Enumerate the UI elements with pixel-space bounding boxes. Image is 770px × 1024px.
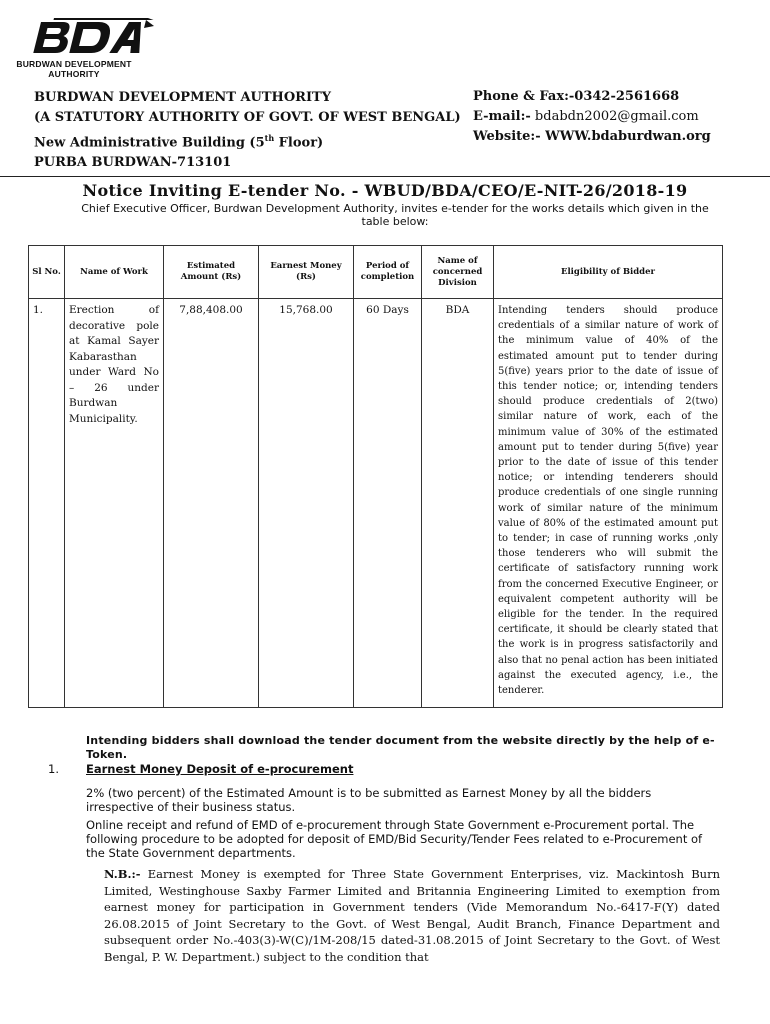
email-label: E-mail:- — [473, 109, 531, 124]
header-name-of-work: Name of Work — [65, 246, 164, 299]
header-sl-no: Sl No. — [29, 246, 65, 299]
nb-text: Earnest Money is exempted for Three State Government Enterprises, viz. Mackintosh Burn Limited, Westinghouse Saxby Farmer Limited and Britannia Engineering Limited to exemption from earnest money for participation in Government tenders (Vide Memorandum No.-6417-F(Y) dated 26.08.2015 of Joint Secretary to the Govt. of West Bengal, Audit Branch, Finance Department and subsequent order No.-403(3)-W(C)/1M-208/15 dated-31.08.2015 of Joint Secretary to the Govt. of West Bengal, P. W. Department.) subject to the condition that — [104, 867, 720, 964]
address-line2: (A STATUTORY AUTHORITY OF GOVT. OF WEST BENGAL) — [34, 110, 461, 125]
phone-fax: Phone & Fax:-0342-2561668 — [473, 89, 680, 104]
address-line3-pre: New Administrative Building (5 — [34, 135, 265, 151]
header-period: Period of completion — [354, 246, 422, 299]
address-line1: BURDWAN DEVELOPMENT AUTHORITY — [34, 90, 332, 105]
cell-earnest-money: 15,768.00 — [259, 299, 354, 708]
cell-period: 60 Days — [354, 299, 422, 708]
emd-paragraph-1: 2% (two percent) of the Estimated Amount is to be submitted as Earnest Money by all the bidders irrespective of their business status. — [86, 786, 652, 814]
cell-sl-no: 1. — [29, 299, 65, 708]
header-division: Name of concerned Division — [422, 246, 494, 299]
table-header-row — [29, 246, 723, 299]
notice-title: Notice Inviting E-tender No. - WBUD/BDA/CEO/E-NIT-26/2018-19 — [82, 181, 688, 200]
nb-paragraph — [104, 866, 720, 965]
emd-paragraph-2: Online receipt and refund of EMD of e-procurement through State Government e-Procurement portal. The following procedure to be adopted for deposit of EMD/Bid Security/Tender Fees related to e-Procurement of the State Government departments. — [86, 818, 703, 860]
logo-subtitle-line2: AUTHORITY — [48, 69, 100, 79]
header-earnest-money: Earnest Money (Rs) — [259, 246, 354, 299]
logo-subtitle-line1: BURDWAN DEVELOPMENT — [16, 59, 132, 69]
download-note: Intending bidders shall download the tender document from the website directly by the help of e-Token. — [86, 734, 715, 761]
notice-intro: Chief Executive Officer, Burdwan Development Authority, invites e-tender for the works details which given in the table below: — [81, 202, 709, 228]
bda-logo — [14, 18, 164, 79]
section1-title: Earnest Money Deposit of e-procurement — [86, 762, 354, 776]
bda-logo-mark — [14, 18, 154, 58]
logo-subtitle — [14, 59, 134, 79]
nb-label: N.B.:- — [104, 867, 141, 881]
table-row — [29, 299, 723, 708]
header-divider — [0, 176, 770, 177]
cell-name-of-work: Erection of decorative pole at Kamal Sayer Kabarasthan under Ward No – 26 under Burdwan Municipality. — [65, 299, 164, 708]
header-estimated-amount: Estimated Amount (Rs) — [164, 246, 259, 299]
header-eligibility: Eligibility of Bidder — [494, 246, 723, 299]
email-value[interactable]: bdabdn2002@gmail.com — [530, 109, 699, 124]
contact-block — [473, 87, 711, 147]
address-line3-sup: th — [264, 133, 275, 143]
email-line — [473, 107, 711, 127]
address-line4: PURBA BURDWAN-713101 — [34, 155, 232, 171]
tender-table — [28, 245, 723, 708]
website-line[interactable]: Website:- WWW.bdaburdwan.org — [473, 129, 711, 144]
section1-number: 1. — [48, 762, 59, 776]
address-line3 — [34, 128, 461, 153]
authority-address — [34, 88, 461, 173]
cell-estimated-amount: 7,88,408.00 — [164, 299, 259, 708]
cell-eligibility: Intending tenders should produce credentials of a similar nature of work of the minimum value of 40% of the estimated amount put to tender during 5(five) years prior to the date of issue of this tender notice; or, intending tenders should produce credentials of 2(two) similar nature of work, each of the minimum value of 30% of the estimated amount put to tender during 5(five) year prior to the date of issue of this tender notice; or intending tenderers should produce credentials of one single running work of similar nature of the minimum value of 80% of the estimated amount put to tender; in case of running works ,only those tenderers who will submit the certificate of satisfactory running work from the concerned Executive Engineer, or equivalent competent authority will be eligible for the tender. In the required certificate, it should be clearly stated that the work is in progress satisfactorily and also that no penal action has been initiated against the executed agency, i.e., the tenderer. — [494, 299, 723, 708]
address-line3-post: Floor) — [274, 135, 324, 151]
cell-division: BDA — [422, 299, 494, 708]
